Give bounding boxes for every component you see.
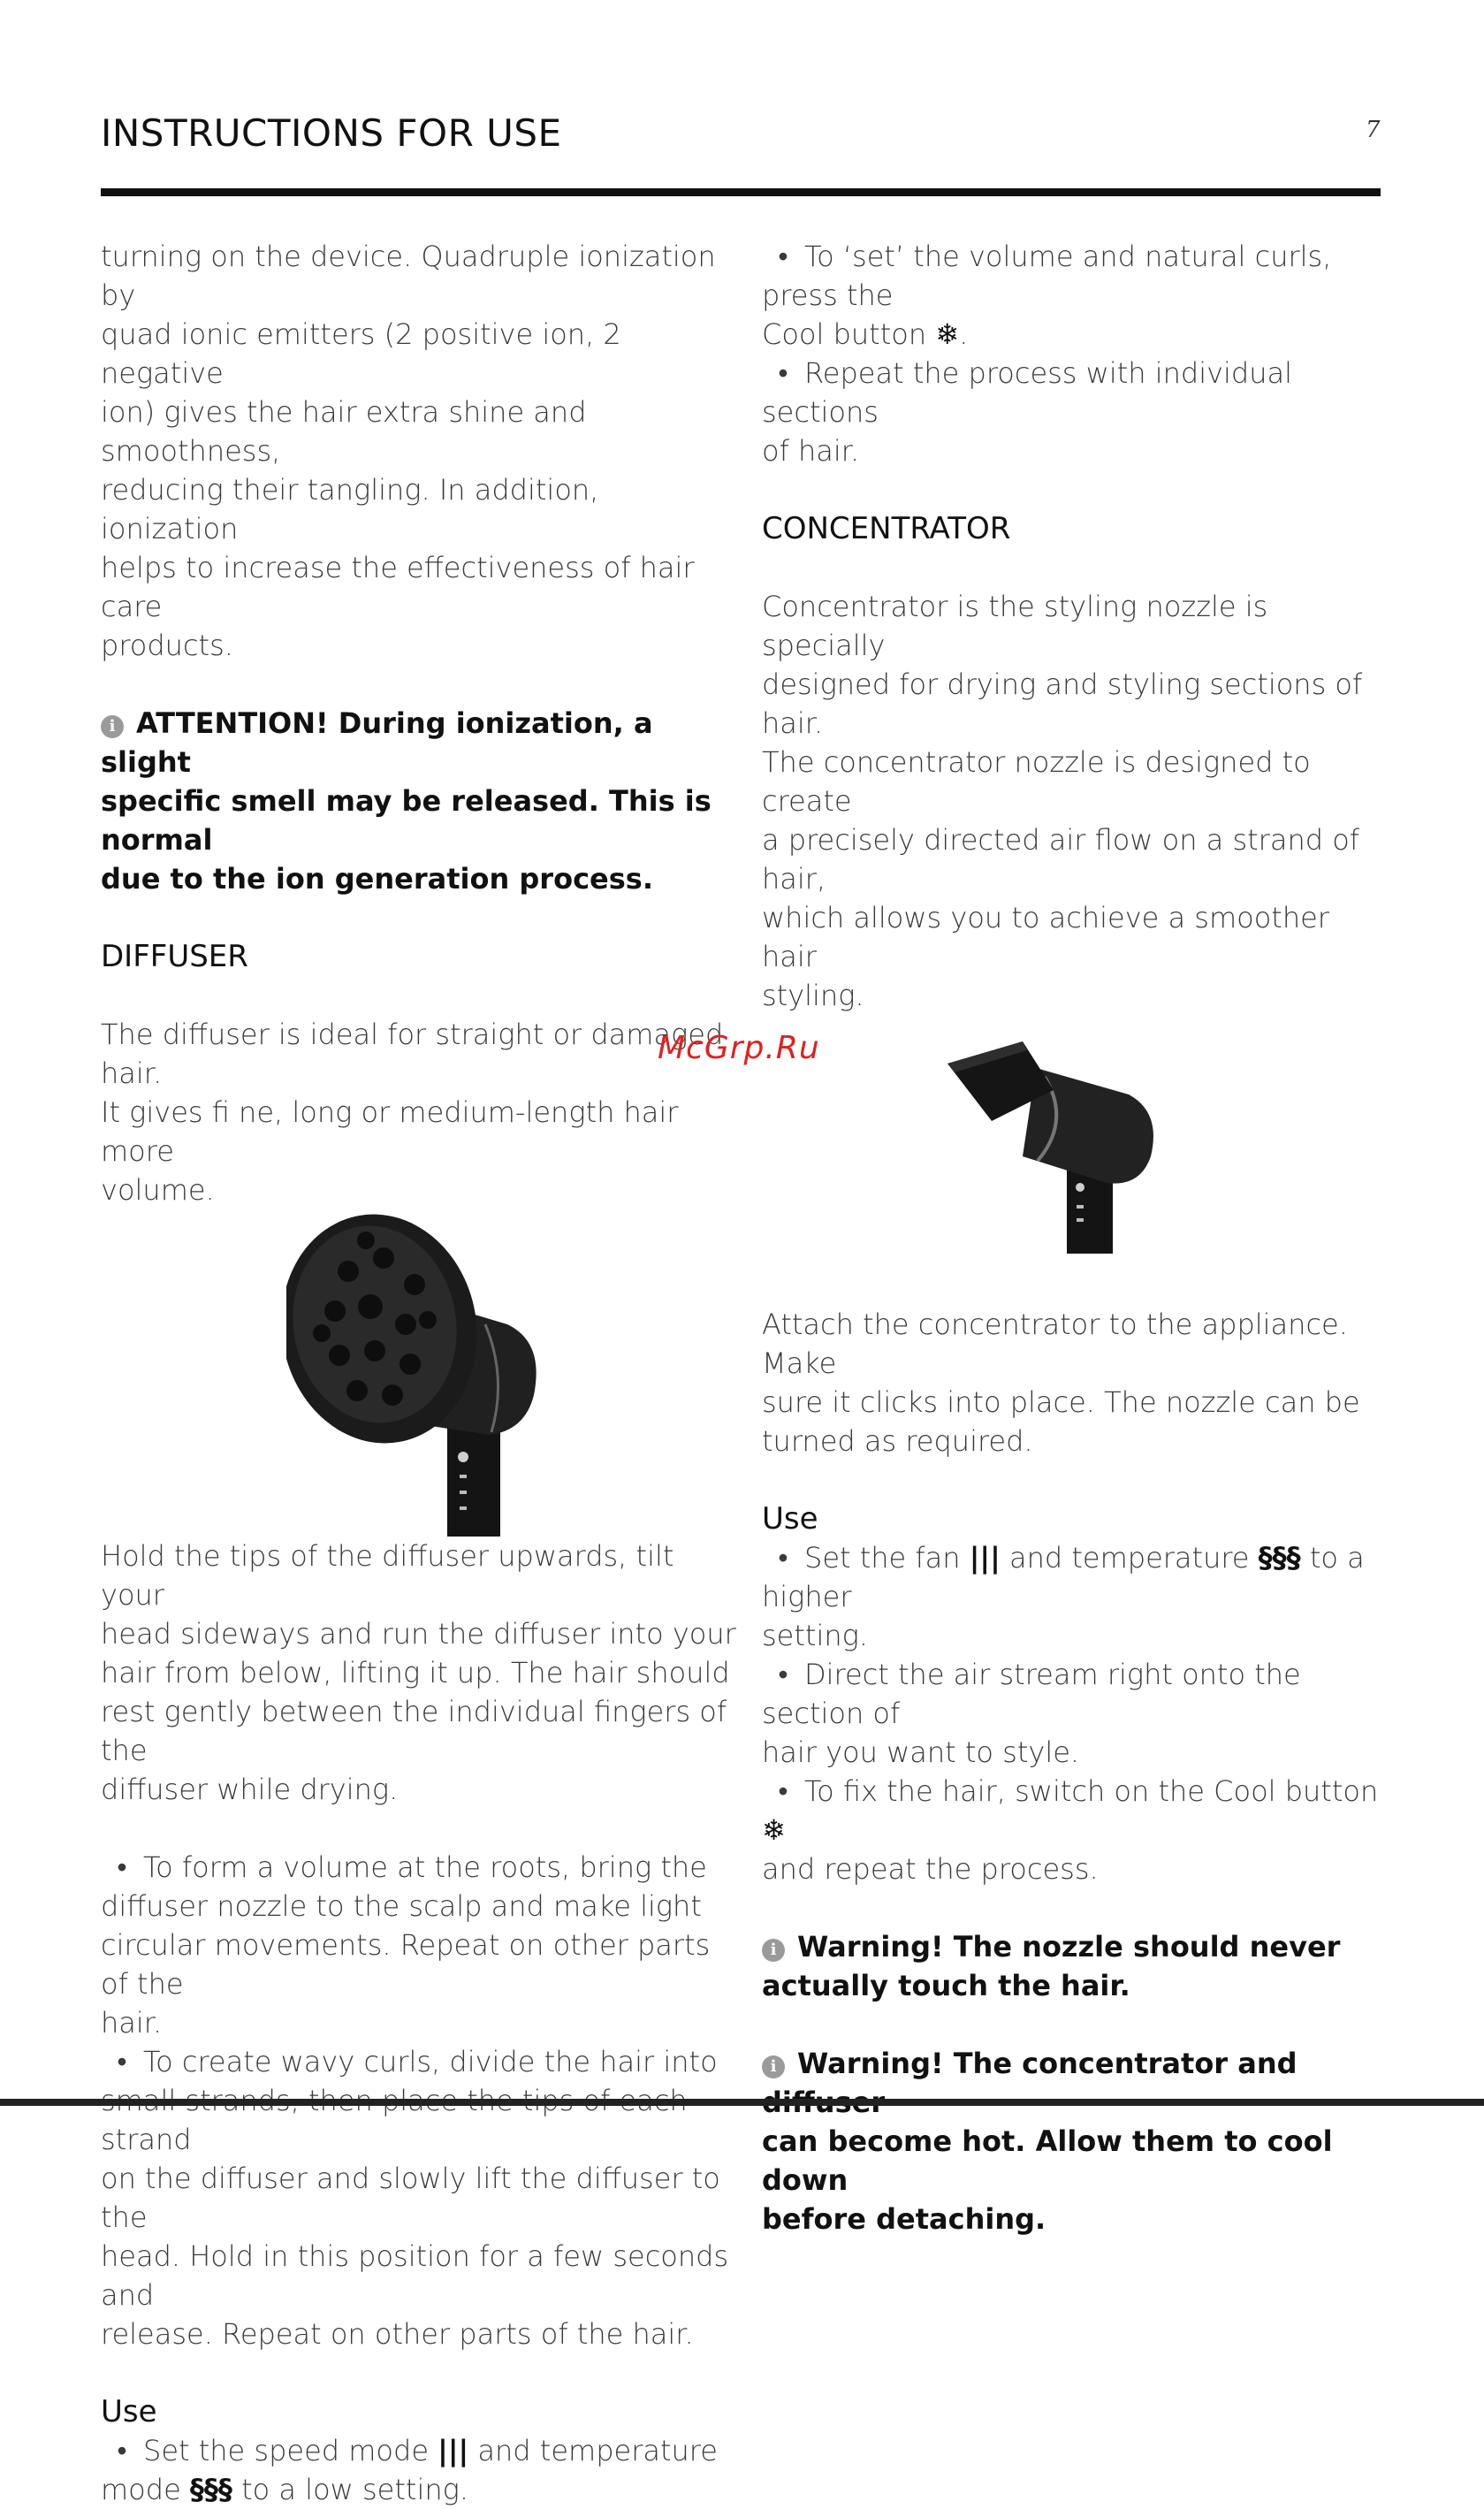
direct-bullet-line: hair you want to style. (762, 1735, 1080, 1769)
bullet-line: diffuser nozzle to the scalp and make light (101, 1889, 702, 1923)
bullet-icon: • (778, 1658, 788, 1691)
right-column (762, 237, 1381, 2238)
hold-line: hair from below, lifting it up. The hair should (101, 1656, 730, 1689)
bullet-icon: • (117, 1850, 127, 1884)
concentrator-line: The concentrator nozzle is designed to create (762, 745, 1311, 818)
repeat-bullet-line: of hair. (762, 434, 860, 468)
concentrator-line: styling. (762, 979, 864, 1012)
warning-nozzle: i Warning! The nozzle should never (762, 1927, 1381, 1966)
page-title: INSTRUCTIONS FOR USE (101, 111, 562, 155)
use-bullet: • Set the speed mode ||| and temperature (101, 2431, 737, 2470)
intro-line: helps to increase the effectiveness of hair care (101, 551, 695, 623)
page-number: 7 (1366, 117, 1381, 143)
diffuser-heading: DIFFUSER (101, 939, 248, 974)
intro-line: ion) gives the hair extra shine and smoothness, (101, 395, 587, 468)
bullet-line: circular movements. Repeat on other parts of the (101, 1928, 711, 2001)
warning-hot: i Warning! The concentrator and (762, 2044, 1381, 2122)
heat-icon: §§§ (189, 2473, 232, 2506)
bullet-line: hair. (101, 2006, 163, 2040)
bullet-icon: • (778, 356, 788, 390)
concentrator-hairdryer-image (939, 1041, 1204, 1254)
bullet-icon: • (778, 1541, 788, 1575)
concentrator-line: Concentrator is the styling nozzle is specially (762, 590, 1268, 662)
cool-bullet-line: Cool button ❄. (762, 317, 969, 351)
hold-line: Hold the tips of the diffuser upwards, tilt your (101, 1539, 674, 1612)
concentrator-line: which allows you to achieve a smoother hair (762, 901, 1329, 973)
hold-line: diffuser while drying. (101, 1773, 399, 1806)
diffuser-hairdryer-image (286, 1209, 552, 1537)
use-heading: Use (101, 2394, 157, 2429)
bullet-icon: • (117, 2434, 127, 2467)
diffuser-line: volume. (101, 1173, 215, 1207)
bullet-icon: • (117, 2045, 127, 2078)
attention-line: specific smell may be released. This is normal (101, 784, 712, 857)
bullet-line: on the diffuser and slowly lift the diffuser to the (101, 2162, 720, 2234)
intro-line: quad ionic emitters (2 positive ion, 2 negative (101, 317, 621, 390)
use-heading: Use (762, 1501, 818, 1537)
cool-icon: ❄ (762, 1813, 786, 1847)
direct-bullet: • Direct the air stream right onto the section of (762, 1655, 1381, 1733)
fan-bullet-line: setting. (762, 1619, 868, 1652)
cool-bullet: • To ‘set’ the volume and natural curls, press the (762, 237, 1381, 315)
watermark: McGrp.Ru (658, 1030, 820, 1066)
attach-line: turned as required. (762, 1424, 1033, 1458)
warning-line: can become hot. Allow them to cool down (762, 2124, 1333, 2197)
concentrator-line: designed for drying and styling sections of hair. (762, 667, 1363, 740)
attach-line: sure it clicks into place. The nozzle can be (762, 1385, 1360, 1419)
left-column (101, 237, 737, 2509)
hold-line: head sideways and run the diffuser into your (101, 1617, 736, 1651)
heat-icon: §§§ (1258, 1541, 1301, 1575)
info-icon: i (762, 1939, 785, 1962)
fan-bullet: • Set the fan ||| and temperature §§§ to a higher (762, 1538, 1381, 1616)
bullet-curls: • To create wavy curls, divide the hair into (101, 2042, 737, 2081)
repeat-bullet: • Repeat the process with individual sections (762, 354, 1381, 431)
diffuser-line: The diffuser is ideal for straight or damaged hair. (101, 1018, 724, 1090)
warning-line: before detaching. (762, 2202, 1046, 2236)
attention-note: i ATTENTION! During ionization, a slight (101, 706, 653, 779)
header-rule (101, 188, 1381, 196)
intro-line: turning on the device. Quadruple ionization by (101, 240, 716, 312)
speed-icon: ||| (438, 2434, 469, 2467)
use-bullet-line: mode §§§ to a low setting. (101, 2473, 468, 2506)
info-icon: i (762, 2055, 785, 2078)
speed-icon: ||| (969, 1541, 1001, 1575)
concentrator-heading: CONCENTRATOR (762, 511, 1011, 546)
cool-icon: ❄ (935, 317, 960, 351)
intro-line: products. (101, 629, 233, 662)
bullet-icon: • (778, 1774, 788, 1808)
page-bottom-edge (0, 2099, 1484, 2106)
intro-line: reducing their tangling. In addition, ionization (101, 473, 599, 545)
attach-line: Attach the concentrator to the appliance. Make (762, 1308, 1348, 1380)
info-icon: i (101, 715, 124, 738)
bullet-icon: • (778, 240, 788, 273)
concentrator-line: a precisely directed air flow on a strand of hair, (762, 823, 1360, 896)
bullet-volume: • To form a volume at the roots, bring the (101, 1848, 737, 1887)
bullet-line: strand (101, 2123, 192, 2156)
hold-line: rest gently between the individual fingers of the (101, 1695, 727, 1767)
fix-bullet: • To fix the hair, switch on the Cool button ❄ (762, 1772, 1381, 1849)
fix-bullet-line: and repeat the process. (762, 1852, 1099, 1886)
diffuser-line: It gives fi ne, long or medium-length hair more (101, 1095, 679, 1168)
bullet-line: head. Hold in this position for a few seconds and (101, 2239, 729, 2312)
warning-line: actually touch the hair. (762, 1969, 1130, 2002)
bullet-line: release. Repeat on other parts of the hair. (101, 2317, 694, 2351)
attention-line: due to the ion generation process. (101, 862, 653, 896)
